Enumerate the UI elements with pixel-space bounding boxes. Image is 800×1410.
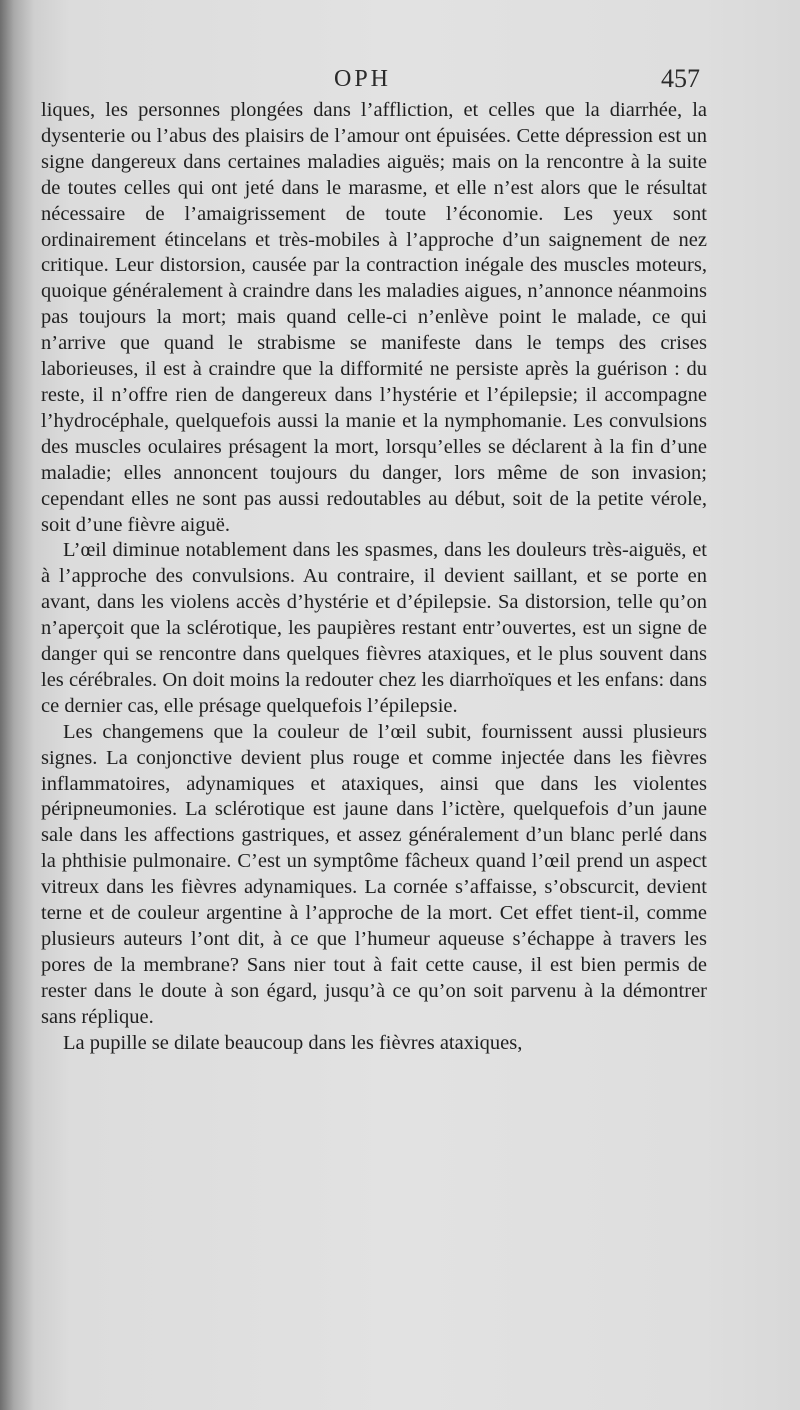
running-head-title: OPH — [334, 66, 392, 92]
paragraph-eye-size: L’œil diminue notablement dans les spasmes, dans les douleurs très-aiguës, et à l’approche des convulsions. Au contraire, il devient saillant, et se porte en avant, dans les violens accès d’hystérie et d’épilepsie. Sa distorsion, telle qu’on n’aperçoit que la sclérotique, les paupières restant entr’ouvertes, est un signe de danger qui se rencontre dans quelques fièvres ataxiques, et le plus souvent dans les cérébrales. On doit moins la redouter chez les diarrhoïques et les enfans: dans ce dernier cas, elle présage quelquefois l’épilepsie. — [41, 539, 707, 717]
running-head — [0, 66, 800, 96]
paragraph-eye-color: Les changemens que la couleur de l’œil subit, fournissent aussi plusieurs signes. La conjonctive devient plus rouge et comme injectée dans les fièvres inflammatoires, adynamiques et ataxiques, ainsi que dans les violentes péripneumonies. La sclérotique est jaune dans l’ictère, quelquefois d’un jaune sale dans les affections gastriques, et assez généralement d’un blanc perlé dans la phthisie pulmonaire. C’est un symptôme fâcheux quand l’œil prend un aspect vitreux dans les fièvres adynamiques. La cornée s’affaisse, s’obscurcit, devient terne et de couleur argentine à l’approche de la mort. Cet effet tient-il, comme plusieurs auteurs l’ont dit, à ce que l’humeur aqueuse s’échappe à travers les pores de la membrane? Sans nier tout à fait cette cause, il est bien permis de rester dans le doute à son égard, jusqu’à ce qu’on soit parvenu à la démontrer sans réplique. — [41, 720, 707, 1028]
paragraph-eye-depression: liques, les personnes plongées dans l’affliction, et celles que la diarrhée, la dysenterie ou l’abus des plaisirs de l’amour ont épuisées. Cette dépression est un signe dangereux dans certaines maladies aiguës; mais on la rencontre à la suite de toutes celles qui ont jeté dans le marasme, et elle n’est alors que le résultat nécessaire de l’amaigrissement de toute l’économie. Les yeux sont ordinairement étincelans et très-mobiles à l’approche d’un saignement de nez critique. Leur distorsion, causée par la contraction inégale des muscles moteurs, quoique généralement à craindre dans les maladies aigues, n’annonce néanmoins pas toujours la mort; mais quand celle-ci n’enlève point le malade, ce qui n’arrive que quand le strabisme se manifeste dans le temps des crises laborieuses, il est à craindre que la difformité ne persiste après la guérison : du reste, il n’offre rien de dangereux dans l’hystérie et l’épilepsie; il accompagne l’hydrocéphale, quelquefois aussi la manie et la nymphomanie. Les convulsions des muscles oculaires présagent la mort, lorsqu’elles se déclarent à la fin d’une maladie; elles annoncent toujours du danger, lors même de son invasion; cependant elles ne sont pas aussi redoutables au début, soit de la petite vérole, soit d’une fièvre aiguë. — [41, 99, 707, 536]
page-number: 457 — [661, 64, 700, 93]
paragraph-pupil: La pupille se dilate beaucoup dans les fièvres ataxiques, — [63, 1031, 523, 1054]
body-text — [41, 98, 707, 1057]
